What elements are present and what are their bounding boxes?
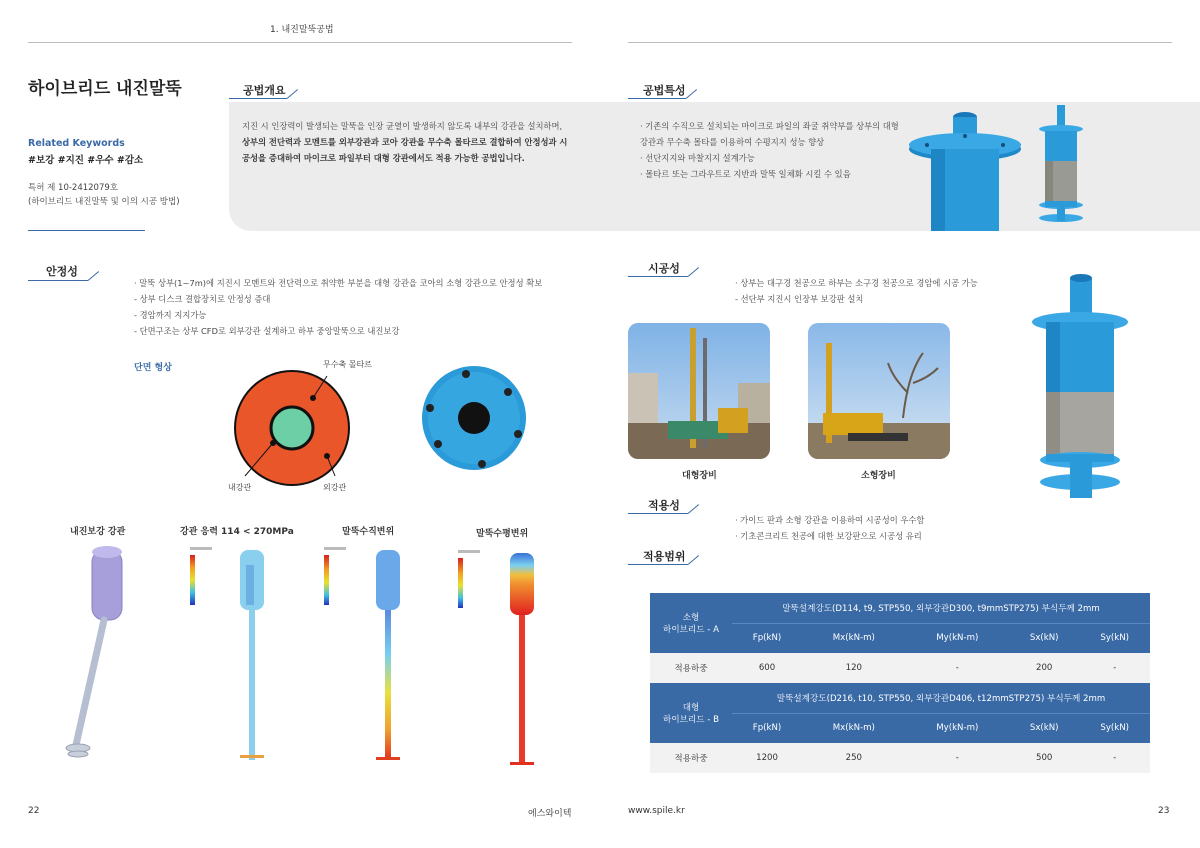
group-b-name: 대형 하이브리드 - B: [650, 683, 732, 743]
constructability-title: 시공성: [648, 262, 680, 275]
applicability-line-1: · 가이드 판과 소형 강관을 이용하여 시공성이 우수함: [735, 515, 925, 525]
patent-number: 특허 제 10-2412079호: [28, 183, 118, 193]
stability-line-4: - 단면구조는 상부 CFD로 외부강관 설계하고 하부 중앙말뚝으로 내진보강: [134, 326, 400, 336]
group-b-row-label: 적용하중: [650, 743, 732, 773]
group-a-name: 소형 하이브리드 - A: [650, 593, 732, 653]
caption-small-equipment: 소형장비: [861, 471, 896, 481]
constructability-line-2: - 선단부 지진시 인장부 보강판 설치: [735, 294, 864, 304]
table-cell: 250: [802, 743, 905, 773]
col-sy: Sy(kN): [1079, 713, 1150, 743]
keywords-label: Related Keywords: [28, 138, 125, 149]
table-cell: -: [1079, 653, 1150, 683]
group-a-spec: 말뚝설계강도(D114, t9, STP550, 외부강관D300, t9mmSTP275) 부식두께 2mm: [732, 593, 1150, 623]
chapter-header: 1. 내진말뚝공법: [270, 25, 334, 35]
scope-title-line: [628, 564, 688, 565]
table-cell: 600: [732, 653, 802, 683]
features-title: 공법특성: [643, 84, 686, 97]
constructability-title-slash: [688, 267, 699, 277]
applicability-title: 적용성: [648, 499, 680, 512]
right-page-number: 23: [1158, 806, 1170, 816]
pile-product-image-small: [1035, 105, 1087, 225]
keywords-tags: #보강 #지진 #우수 #감소: [28, 155, 144, 166]
overview-title-slash: [287, 89, 298, 99]
caption-pipe-stress: 강관 응력 114 < 270MPa: [180, 527, 294, 537]
stress-legend: [188, 545, 218, 615]
scope-title: 적용범위: [643, 550, 686, 563]
caption-reinforced-pipe: 내진보강 강관: [70, 527, 126, 537]
stability-line-1: · 말뚝 상부(1~7m)에 지진시 모멘트와 전단력으로 취약한 부분을 대형 강관을 코아의 소형 강관으로 안정성 확보: [134, 278, 543, 288]
constructability-title-line: [628, 276, 688, 277]
features-line-2: 강관과 무수축 몰타를 이용하여 수평지지 성능 향상: [640, 137, 825, 147]
stability-title-line: [28, 280, 88, 281]
features-line-1: · 기존의 수직으로 설치되는 마이크로 파일의 좌굴 취약부를 상부의 대형: [640, 121, 899, 131]
table-cell: -: [906, 743, 1009, 773]
flange-top-view: [420, 364, 528, 472]
table-cell: 120: [802, 653, 905, 683]
applicability-title-line: [628, 513, 688, 514]
col-fp: Fp(kN): [732, 623, 802, 653]
large-equipment-photo: [628, 323, 770, 459]
label-outer-pipe: 외강관: [323, 483, 347, 492]
overview-title: 공법개요: [243, 84, 286, 97]
col-sy: Sy(kN): [1079, 623, 1150, 653]
table-cell: 200: [1009, 653, 1079, 683]
caption-horizontal-disp: 말뚝수평변위: [476, 529, 529, 539]
horizontal-disp-legend: [456, 548, 486, 618]
stability-title: 안정성: [46, 265, 78, 278]
col-my: My(kN-m): [906, 623, 1009, 653]
pile-product-image-large: [905, 105, 1025, 231]
label-inner-pipe: 내강관: [228, 483, 252, 492]
section-shape-label: 단면 형상: [134, 363, 172, 373]
table-cell: 500: [1009, 743, 1079, 773]
stability-line-2: - 상부 디스크 결합장치로 안정성 증대: [134, 294, 271, 304]
col-my: My(kN-m): [906, 713, 1009, 743]
company-name: 에스와이텍: [528, 809, 572, 819]
label-mortar: 무수축 몰타르: [323, 360, 372, 369]
vertical-disp-model: [368, 545, 408, 775]
pile-product-image-right: [1030, 270, 1130, 502]
features-title-line: [628, 98, 686, 99]
scope-title-slash: [688, 555, 699, 565]
col-sx: Sx(kN): [1009, 713, 1079, 743]
applicability-line-2: · 기초콘크리트 천공에 대한 보강판으로 시공성 유리: [735, 531, 922, 541]
stress-model: [232, 545, 272, 775]
table-cell: -: [906, 653, 1009, 683]
overview-line-3: 공성을 증대하여 마이크로 파일부터 대형 강관에서도 적용 가능한 공법입니다.: [242, 153, 525, 163]
website-url: www.spile.kr: [628, 806, 685, 816]
col-sx: Sx(kN): [1009, 623, 1079, 653]
table-cell: 1200: [732, 743, 802, 773]
caption-large-equipment: 대형장비: [682, 471, 717, 481]
horizontal-disp-model: [502, 548, 542, 773]
constructability-line-1: · 상부는 대구경 천공으로 하부는 소구경 천공으로 경암에 시공 가능: [735, 278, 978, 288]
overview-line-2: 상부의 전단력과 모멘트를 외부강관과 코아 강관을 무수축 몰타르로 결합하여 안정성과 시: [242, 137, 568, 147]
group-b-spec: 말뚝설계강도(D216, t10, STP550, 외부강관D406, t12mmSTP275) 부식두께 2mm: [732, 683, 1150, 713]
header-rule-right: [628, 42, 1172, 43]
reinforced-pipe-model: [60, 540, 150, 770]
overview-line-1: 지진 시 인장력이 발생되는 말뚝을 인장 균열이 발생하지 않도록 내부의 강관을 설치하며,: [242, 121, 563, 131]
info-divider: [28, 230, 145, 231]
features-line-3: · 선단지지와 마찰지지 설계가능: [640, 153, 755, 163]
table-cell: -: [1079, 743, 1150, 773]
applicability-title-slash: [688, 504, 699, 514]
caption-vertical-disp: 말뚝수직변위: [342, 527, 395, 537]
col-fp: Fp(kN): [732, 713, 802, 743]
patent-name: (하이브리드 내진말뚝 및 이의 시공 방법): [28, 197, 180, 207]
page-title: 하이브리드 내진말뚝: [28, 79, 182, 99]
col-mx: Mx(kN-m): [802, 623, 905, 653]
features-title-slash: [686, 89, 697, 99]
header-rule-left: [28, 42, 572, 43]
stability-title-slash: [88, 271, 99, 281]
left-page-number: 22: [28, 806, 40, 816]
stability-line-3: - 경암까지 지지가능: [134, 310, 207, 320]
col-mx: Mx(kN-m): [802, 713, 905, 743]
features-line-4: · 몰타르 또는 그라우트로 지반과 말뚝 일체화 시킬 수 있음: [640, 169, 851, 179]
cross-section-diagram: [215, 368, 370, 486]
scope-table: [650, 593, 1150, 773]
group-a-row-label: 적용하중: [650, 653, 732, 683]
small-equipment-photo: [808, 323, 950, 459]
vertical-disp-legend: [322, 545, 352, 615]
overview-title-line: [229, 98, 287, 99]
